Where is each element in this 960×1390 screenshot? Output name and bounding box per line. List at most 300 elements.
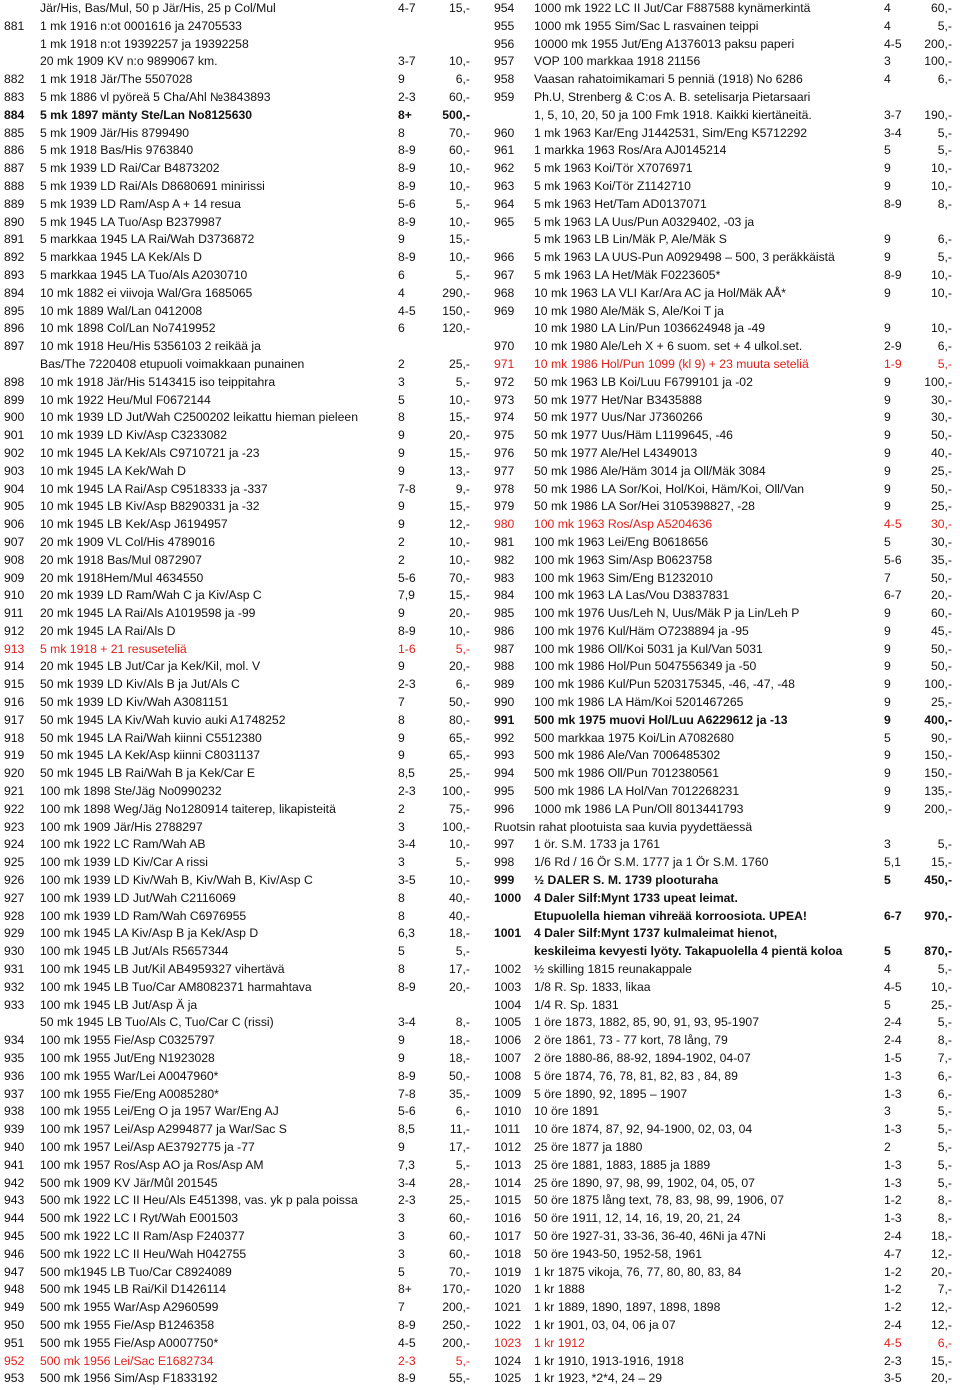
lot-row — [478, 1050, 960, 1068]
lot-description: 10 mk 1898 Col/Lan No7419952 — [40, 321, 216, 336]
lot-condition: 3 — [884, 837, 891, 852]
lot-number: 900 — [4, 410, 25, 425]
lot-description: 1/6 Rd / 16 Ör S.M. 1777 ja 1 Ör S.M. 1760 — [534, 855, 769, 870]
lot-row — [478, 1192, 960, 1210]
lot-price: 5,- — [455, 1353, 470, 1368]
lot-price: 10,- — [448, 837, 470, 852]
lot-description: Ph.U, Strenberg & C:os A. B. setelisarja Pietarsaari — [534, 89, 811, 104]
lot-description: 50 öre 1911, 12, 14, 16, 19, 20, 21, 24 — [534, 1211, 741, 1226]
lot-price: 5,- — [937, 1122, 952, 1137]
lot-price: 6,- — [937, 339, 952, 354]
lot-description: 500 mk 1955 Fie/Asp B1246358 — [40, 1317, 215, 1332]
lot-price: 10,- — [930, 161, 952, 176]
lot-row — [0, 1246, 475, 1264]
lot-price: 10,- — [448, 214, 470, 229]
lot-price: 15,- — [930, 1353, 952, 1368]
lot-number: 919 — [4, 748, 25, 763]
lot-condition: 4 — [884, 962, 891, 977]
lot-condition: 1-3 — [884, 1122, 902, 1137]
lot-condition: 9 — [884, 659, 891, 674]
lot-row — [478, 890, 960, 908]
lot-row — [0, 445, 475, 463]
lot-number: 1019 — [494, 1264, 522, 1279]
lot-condition: 9 — [398, 1140, 405, 1154]
lot-number: 887 — [4, 161, 25, 176]
lot-condition: 3-4 — [398, 1015, 416, 1030]
lot-number: 1010 — [494, 1104, 522, 1119]
lot-price: 100,- — [924, 54, 952, 69]
lot-condition: 5 — [884, 873, 891, 888]
lot-row — [478, 1353, 960, 1371]
lot-row — [0, 552, 475, 570]
lot-condition: 9 — [884, 232, 891, 247]
lot-row — [478, 0, 960, 18]
lot-price: 60,- — [448, 1246, 470, 1261]
lot-number: 915 — [4, 677, 25, 692]
lot-condition: 3 — [884, 1104, 891, 1119]
lot-condition: 9 — [884, 410, 891, 425]
lot-condition: 4-7 — [884, 1246, 902, 1261]
lot-condition: 1-9 — [884, 356, 902, 371]
lot-row — [0, 427, 475, 445]
lot-description: 5 mk 1897 mänty Ste/Lan No8125630 — [40, 107, 253, 122]
lot-condition: 8-9 — [398, 161, 416, 176]
lot-row — [0, 623, 475, 641]
lot-number: 975 — [494, 428, 515, 443]
lot-price: 70,- — [448, 1264, 470, 1279]
lot-price: 65,- — [448, 730, 470, 745]
lot-price: 6,- — [455, 72, 470, 87]
lot-price: 100,- — [924, 374, 952, 389]
lot-description: 1 kr 1901, 03, 04, 06 ja 07 — [534, 1317, 676, 1332]
lot-description: keskileima kevyesti lyöty. Takapuolella 4 pientä koloa — [534, 944, 843, 959]
lot-number: 998 — [494, 855, 515, 870]
lot-description: 100 mk 1945 LB Jut/Kil AB4959327 vihertävä — [40, 962, 285, 977]
lot-description: 5 mk 1918 Bas/His 9763840 — [40, 143, 194, 158]
lot-description: 100 mk 1955 Jut/Eng N1923028 — [40, 1051, 215, 1066]
lot-description: 100 mk 1957 Lei/Asp AE3792775 ja -77 — [40, 1140, 255, 1154]
lot-row — [478, 142, 960, 160]
lot-description: 500 mk 1986 Ale/Van 7006485302 — [534, 748, 721, 763]
lot-description: 20 mk 1918Hem/Mul 4634550 — [40, 570, 204, 585]
lot-condition: 8-9 — [398, 250, 416, 265]
lot-description: 5 mk 1886 vl pyöreä 5 Cha/Ahl №3843893 — [40, 89, 271, 104]
lot-condition: 2 — [398, 801, 405, 816]
lot-row — [0, 125, 475, 143]
lot-row — [0, 997, 475, 1015]
lot-description: 500 mk 1945 LB Rai/Kil D1426114 — [40, 1282, 227, 1297]
lot-condition: 1-3 — [884, 1157, 902, 1172]
lot-price: 20,- — [930, 1264, 952, 1279]
lot-row — [478, 570, 960, 588]
lot-number: 1006 — [494, 1033, 522, 1048]
lot-number: 941 — [4, 1157, 25, 1172]
lot-number: 973 — [494, 392, 515, 407]
lot-price: 40,- — [448, 890, 470, 905]
lot-number: 891 — [4, 232, 25, 247]
lot-condition: 9 — [884, 748, 891, 763]
lot-number: 1004 — [494, 997, 522, 1012]
lot-number: 962 — [494, 161, 515, 176]
lot-description: 1 kr 1889, 1890, 1897, 1898, 1898 — [534, 1300, 721, 1315]
lot-description: 50 mk 1945 LA Kek/Asp kiinni C8031137 — [40, 748, 260, 763]
lot-price: 290,- — [442, 285, 470, 300]
lot-condition: 4 — [398, 285, 405, 300]
lot-row — [478, 320, 960, 338]
lot-description: 100 mk 1945 LB Jut/Als R5657344 — [40, 944, 229, 959]
lot-condition: 8 — [398, 908, 405, 923]
lot-condition: 8,5 — [398, 766, 415, 781]
lot-number: 1013 — [494, 1157, 522, 1172]
lot-number: 954 — [494, 1, 515, 15]
lot-row — [478, 53, 960, 71]
lot-number: 945 — [4, 1228, 25, 1243]
lot-description: 100 mk 1963 LA Las/Vou D3837831 — [534, 588, 730, 603]
lot-description: 50 mk 1945 LB Tuo/Als C, Tuo/Car C (rissi) — [40, 1015, 274, 1030]
lot-description: 100 mk 1898 Ste/Jäg No0990232 — [40, 784, 222, 799]
lot-description: 100 mk 1963 Lei/Eng B0618656 — [534, 534, 709, 549]
lot-row — [478, 658, 960, 676]
lot-condition: 1-2 — [884, 1282, 902, 1297]
lot-description: 500 markkaa 1975 Koi/Lin A7082680 — [534, 730, 734, 745]
lot-row — [0, 1335, 475, 1353]
lot-description: 50 mk 1986 LA Sor/Hei 3105398827, -28 — [534, 499, 755, 514]
lot-price: 970,- — [924, 908, 952, 923]
lot-row — [478, 409, 960, 427]
lot-condition: 1-2 — [884, 1300, 902, 1315]
lot-condition: 9 — [884, 445, 891, 460]
lot-description: Jär/His, Bas/Mul, 50 p Jär/His, 25 p Col/Mul — [40, 1, 276, 15]
lot-number: 980 — [494, 517, 515, 532]
lot-description: 100 mk 1939 LD Jut/Wah C2116069 — [40, 890, 236, 905]
lot-row — [0, 1228, 475, 1246]
lot-number: 885 — [4, 125, 25, 140]
lot-description: 100 mk 1976 Kul/Häm O7238894 ja -95 — [534, 623, 749, 638]
lot-number: 956 — [494, 36, 515, 51]
lot-number: 1016 — [494, 1211, 522, 1226]
lot-number: 923 — [4, 819, 25, 834]
lot-price: 10,- — [930, 979, 952, 994]
lot-row — [0, 356, 475, 374]
lot-condition: 9 — [884, 285, 891, 300]
lot-row — [478, 979, 960, 997]
lot-row — [478, 160, 960, 178]
lot-number: 1000 — [494, 890, 522, 905]
lot-number: 937 — [4, 1086, 25, 1101]
lot-condition: 3-4 — [398, 837, 416, 852]
lot-row — [478, 801, 960, 819]
lot-description: 100 mk 1955 Lei/Eng O ja 1957 War/Eng AJ — [40, 1104, 279, 1119]
lot-condition: 8 — [398, 410, 405, 425]
lot-row — [478, 427, 960, 445]
lot-row — [478, 285, 960, 303]
lot-number: 987 — [494, 641, 515, 656]
lot-number: 902 — [4, 445, 25, 460]
lot-condition: 9 — [884, 695, 891, 710]
section-heading — [478, 819, 960, 837]
lot-price: 170,- — [442, 1282, 470, 1297]
lot-row — [0, 1139, 475, 1157]
lot-description: 5 mk 1918 + 21 resuseteliä — [40, 641, 187, 656]
lot-row — [478, 1103, 960, 1121]
lot-row — [0, 1086, 475, 1104]
lot-condition: 9 — [884, 641, 891, 656]
lot-description: 5 mk 1909 Jär/His 8799490 — [40, 125, 190, 140]
lot-number: 894 — [4, 285, 25, 300]
lot-number: 888 — [4, 178, 25, 193]
lot-condition: 9 — [884, 428, 891, 443]
lot-condition: 7-8 — [398, 481, 416, 496]
lot-row — [0, 338, 475, 356]
lot-condition: 9 — [884, 499, 891, 514]
lot-condition: 2 — [398, 356, 405, 371]
lot-row — [0, 961, 475, 979]
lot-price: 15,- — [448, 410, 470, 425]
lot-condition: 9 — [398, 1033, 405, 1048]
left-column — [0, 0, 475, 1388]
lot-row — [0, 908, 475, 926]
lot-condition: 9 — [884, 623, 891, 638]
lot-number: 953 — [4, 1371, 25, 1386]
lot-price: 18,- — [448, 1033, 470, 1048]
lot-description: 500 mk 1922 LC II Heu/Als E451398, vas. yk p pala poissa — [40, 1193, 358, 1208]
lot-description: 100 mk 1945 LB Tuo/Car AM8082371 harmahtava — [40, 979, 312, 994]
lot-number: 931 — [4, 962, 25, 977]
lot-number: 990 — [494, 695, 515, 710]
lot-condition: 1-3 — [884, 1086, 902, 1101]
lot-condition: 2-3 — [398, 1193, 416, 1208]
lot-description: 50 öre 1927-31, 33-36, 36-40, 46Ni ja 47Ni — [534, 1228, 766, 1243]
lot-description: 5 mk 1963 Koi/Tör Z1142710 — [534, 178, 691, 193]
lot-description: 100 mk 1986 Hol/Pun 5047556349 ja -50 — [534, 659, 757, 674]
lot-price: 6,- — [937, 1335, 952, 1350]
lot-number: 985 — [494, 606, 515, 621]
lot-description: 100 mk 1939 LD Kiv/Wah B, Kiv/Wah B, Kiv/Asp C — [40, 873, 313, 888]
lot-description: ½ skilling 1815 reunakappale — [534, 962, 692, 977]
lot-number: 1023 — [494, 1335, 522, 1350]
lot-number: 930 — [4, 944, 25, 959]
lot-description: 50 mk 1986 Ale/Häm 3014 ja Oll/Mäk 3084 — [534, 463, 766, 478]
lot-row — [478, 765, 960, 783]
lot-row — [0, 516, 475, 534]
lot-row — [0, 71, 475, 89]
lot-condition: 9 — [884, 374, 891, 389]
lot-condition: 9 — [398, 606, 405, 621]
lot-row — [478, 872, 960, 890]
lot-price: 150,- — [924, 766, 952, 781]
lot-price: 15,- — [448, 1, 470, 15]
lot-condition: 8-9 — [398, 979, 416, 994]
lot-price: 70,- — [448, 570, 470, 585]
lot-description: 500 mk 1986 LA Hol/Van 7012268231 — [534, 784, 740, 799]
lot-price: 10,- — [448, 534, 470, 549]
lot-row — [0, 658, 475, 676]
lot-description: 5 mk 1963 LA UUS-Pun A0929498 – 500, 3 peräkkäistä — [534, 250, 835, 265]
lot-description: 100 mk 1963 Ros/Asp A5204636 — [534, 517, 713, 532]
lot-row — [478, 36, 960, 54]
lot-number: 974 — [494, 410, 515, 425]
lot-description: VOP 100 markkaa 1918 21156 — [534, 54, 701, 69]
lot-condition: 9 — [884, 463, 891, 478]
lot-number: 981 — [494, 534, 515, 549]
lot-condition: 8-9 — [398, 1068, 416, 1083]
lot-row — [478, 392, 960, 410]
lot-price: 18,- — [930, 1228, 952, 1243]
lot-description: 5 mk 1939 LD Rai/Als D8680691 minirissi — [40, 178, 265, 193]
lot-row — [478, 747, 960, 765]
lot-condition: 3 — [398, 819, 405, 834]
lot-number: 925 — [4, 855, 25, 870]
lot-condition: 4-5 — [398, 1335, 416, 1350]
lot-number: 969 — [494, 303, 515, 318]
lot-description: 500 mk 1922 LC II Heu/Wah H042755 — [40, 1246, 247, 1261]
lot-row — [0, 231, 475, 249]
lot-description: 50 mk 1977 Het/Nar B3435888 — [534, 392, 703, 407]
lot-price: 60,- — [930, 1, 952, 15]
lot-number: 965 — [494, 214, 515, 229]
lot-price: 150,- — [442, 303, 470, 318]
lot-condition: 2-4 — [884, 1317, 902, 1332]
lot-condition: 3-5 — [884, 1371, 902, 1386]
lot-price: 60,- — [448, 1228, 470, 1243]
lot-description: 4 Daler Silf:Mynt 1733 upeat leimat. — [534, 890, 738, 905]
lot-condition: 8 — [398, 125, 405, 140]
lot-row — [478, 498, 960, 516]
lot-price: 18,- — [448, 926, 470, 941]
lot-price: 60,- — [448, 1211, 470, 1226]
lot-number: 977 — [494, 463, 515, 478]
lot-row — [0, 160, 475, 178]
lot-row — [0, 1032, 475, 1050]
lot-description: 1 kr 1923, *2*4, 24 – 29 — [534, 1371, 663, 1386]
lot-price: 30,- — [930, 534, 952, 549]
lot-description: Bas/The 7220408 etupuoli voimakkaan punainen — [40, 356, 305, 371]
lot-price: 8,- — [937, 1211, 952, 1226]
lot-row — [478, 463, 960, 481]
lot-number: 881 — [4, 18, 25, 33]
lot-description: 5 mk 1963 Koi/Tör X7076971 — [534, 161, 693, 176]
lot-description: 10 mk 1945 LB Kiv/Asp B8290331 ja -32 — [40, 499, 260, 514]
lot-condition: 7,3 — [398, 1157, 415, 1172]
lot-description: 100 mk 1986 Kul/Pun 5203175345, -46, -47, -48 — [534, 677, 795, 692]
lot-row — [478, 623, 960, 641]
lot-row — [478, 1264, 960, 1282]
lot-number: 947 — [4, 1264, 25, 1279]
lot-price: 55,- — [448, 1371, 470, 1386]
lot-description: 20 mk 1945 LA Rai/Als A1019598 ja -99 — [40, 606, 256, 621]
lot-condition: 9 — [398, 730, 405, 745]
lot-description: 100 mk 1963 Sim/Eng B1232010 — [534, 570, 713, 585]
lot-number: 943 — [4, 1193, 25, 1208]
lot-row — [0, 570, 475, 588]
lot-number: 1021 — [494, 1300, 522, 1315]
lot-description: 100 mk 1955 Fie/Eng A0085280* — [40, 1086, 219, 1101]
lot-row — [478, 605, 960, 623]
lot-price: 150,- — [924, 748, 952, 763]
lot-condition: 2-9 — [884, 339, 902, 354]
lot-number: 911 — [4, 606, 24, 621]
lot-row — [0, 801, 475, 819]
lot-condition: 3-5 — [398, 873, 416, 888]
lot-row — [478, 1335, 960, 1353]
lot-number: 938 — [4, 1104, 25, 1119]
lot-condition: 1-5 — [884, 1051, 902, 1066]
lot-price: 17,- — [448, 1140, 470, 1154]
lot-row — [0, 1299, 475, 1317]
lot-row — [478, 214, 960, 232]
lot-description: 10 mk 1980 Ale/Leh X + 6 suom. set + 4 ulkol.set. — [534, 339, 803, 354]
lot-number: 917 — [4, 712, 25, 727]
lot-number: 1011 — [494, 1122, 521, 1137]
lot-condition: 3 — [398, 1228, 405, 1243]
lot-row — [478, 1246, 960, 1264]
lot-description: 50 mk 1977 Uus/Häm L1199645, -46 — [534, 428, 733, 443]
lot-condition: 7 — [398, 695, 405, 710]
lot-condition: 8+ — [398, 1282, 412, 1297]
lot-number: 1008 — [494, 1068, 522, 1083]
lot-row — [0, 819, 475, 837]
lot-condition: 1-2 — [884, 1264, 902, 1279]
lot-condition: 9 — [884, 178, 891, 193]
lot-condition: 7,9 — [398, 588, 415, 603]
lot-number: 982 — [494, 552, 515, 567]
lot-price: 8,- — [455, 1015, 470, 1030]
lot-row — [0, 534, 475, 552]
lot-number: 978 — [494, 481, 515, 496]
lot-description: 50 mk 1963 LB Koi/Luu F6799101 ja -02 — [534, 374, 753, 389]
lot-row — [0, 712, 475, 730]
lot-price: 18,- — [448, 1051, 470, 1066]
lot-number: 893 — [4, 267, 25, 282]
lot-price: 20,- — [448, 979, 470, 994]
lot-price: 5,- — [937, 1140, 952, 1154]
lot-description: 100 mk 1898 Weg/Jäg No1280914 taiterep, likapisteitä — [40, 801, 336, 816]
lot-row — [0, 249, 475, 267]
lot-condition: 8-9 — [884, 267, 902, 282]
lot-description: 50 mk 1945 LB Rai/Wah B ja Kek/Car E — [40, 766, 255, 781]
lot-description: Etupuolella hieman vihreää korroosiota. UPEA! — [534, 908, 807, 923]
lot-description: 100 mk 1986 LA Häm/Koi 5201467265 — [534, 695, 744, 710]
lot-price: 5,- — [455, 855, 470, 870]
lot-price: 40,- — [930, 445, 952, 460]
lot-number: 995 — [494, 784, 515, 799]
lot-row — [478, 1032, 960, 1050]
lot-row — [478, 445, 960, 463]
lot-row — [0, 1370, 475, 1388]
lot-number: 986 — [494, 623, 515, 638]
lot-row — [478, 783, 960, 801]
lot-description: 10 öre 1874, 87, 92, 94-1900, 02, 03, 04 — [534, 1122, 753, 1137]
lot-number: 933 — [4, 997, 25, 1012]
lot-condition: 5-6 — [398, 570, 416, 585]
lot-price: 15,- — [930, 855, 952, 870]
lot-description: 500 mk 1922 LC I Ryt/Wah E001503 — [40, 1211, 239, 1226]
lot-condition: 5 — [398, 392, 405, 407]
lot-description: 100 mk 1945 LB Jut/Asp Ä ja — [40, 997, 198, 1012]
lot-row — [478, 730, 960, 748]
lot-number: 1017 — [494, 1228, 522, 1243]
lot-price: 25,- — [930, 463, 952, 478]
lot-number: 950 — [4, 1317, 25, 1332]
lot-row — [0, 1175, 475, 1193]
lot-number: 959 — [494, 89, 515, 104]
lot-price: 100,- — [442, 784, 470, 799]
lot-price: 20,- — [448, 606, 470, 621]
lot-description: Ruotsin rahat plootuista saa kuvia pyydettäessä — [494, 819, 753, 834]
lot-number: 921 — [4, 784, 25, 799]
lot-description: 50 mk 1945 LA Rai/Wah kiinni C5512380 — [40, 730, 262, 745]
lot-price: 120,- — [442, 321, 470, 336]
